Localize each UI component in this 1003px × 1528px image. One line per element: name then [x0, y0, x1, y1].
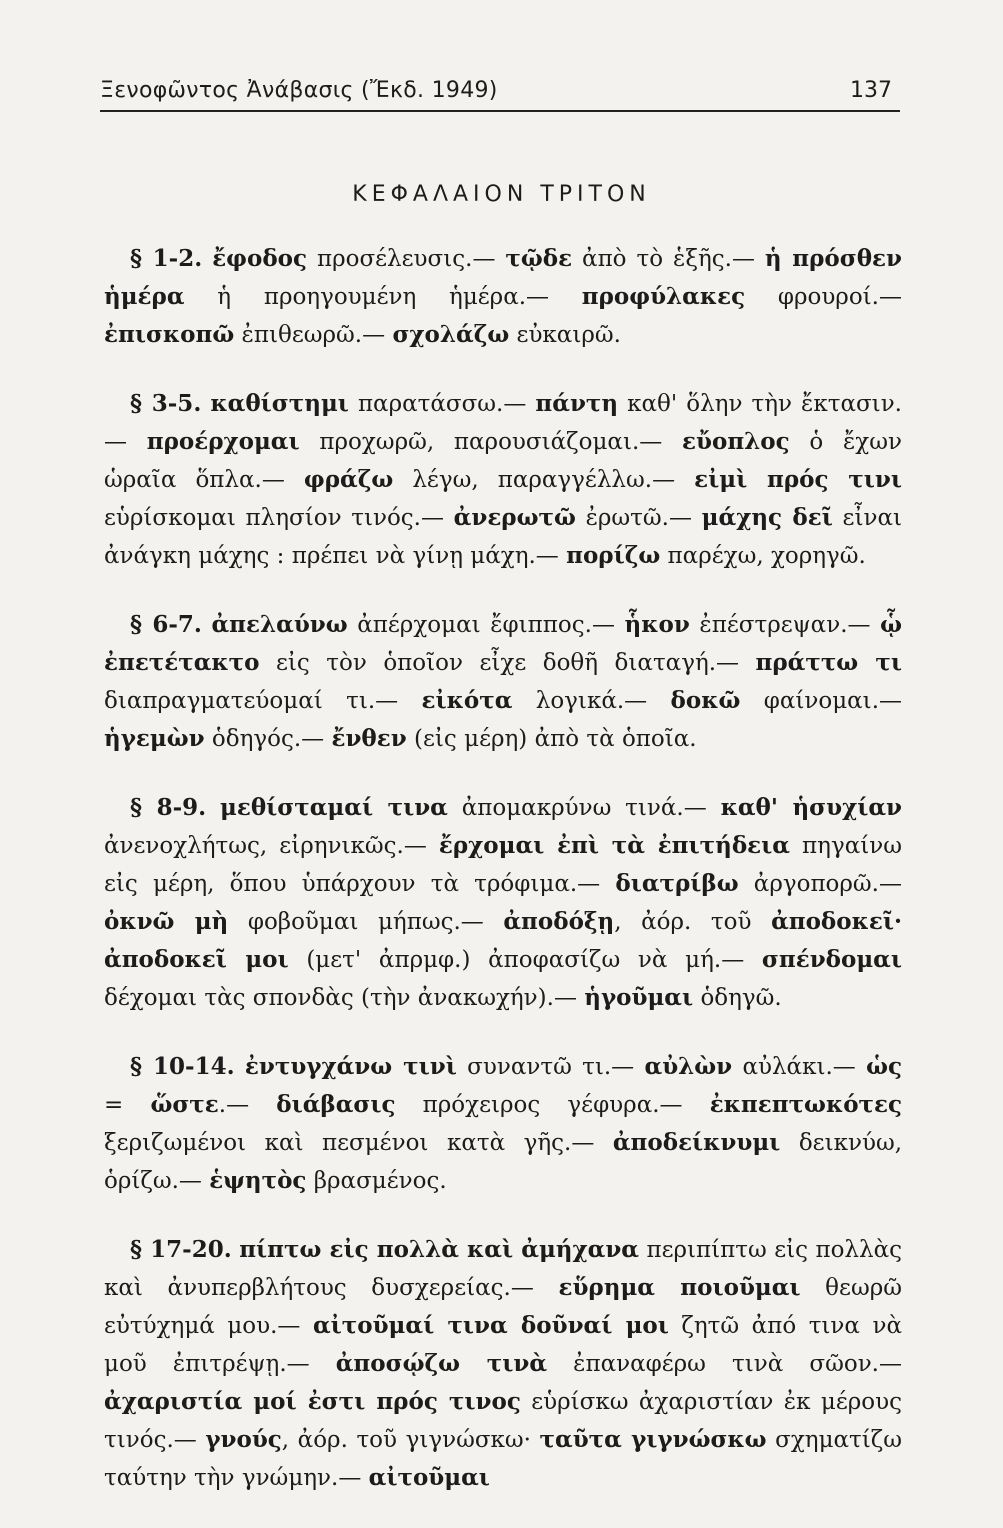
glossary-section: [104, 606, 902, 758]
glossary-definition: , ἀόρ. τοῦ γιγνώσκω·: [281, 1427, 540, 1453]
glossary-definition: , ἀόρ. τοῦ: [614, 909, 772, 935]
glossary-term: σπένδομαι: [761, 946, 902, 973]
glossary-term: προφύλακες: [581, 283, 746, 310]
glossary-term: ἀποδοκεῖ· ἀποδοκεῖ μοι: [104, 908, 902, 973]
section-reference: § 10-14.: [130, 1053, 235, 1080]
glossary-term: ἔρχομαι ἐπὶ τὰ ἐπιτήδεια: [438, 832, 790, 859]
glossary-term: αἰτοῦμαί τινα δοῦναί μοι: [312, 1312, 669, 1339]
glossary-definition: λέγω, παραγγέλλω.—: [393, 467, 695, 493]
glossary-term: εὕρημα ποιοῦμαι: [558, 1274, 801, 1301]
glossary-definition: ὁ ἔχων ὡραῖα ὅπλα.—: [104, 429, 902, 493]
page-number: 137: [850, 78, 892, 103]
glossary-term: ᾧ ἐπετέτακτο: [104, 611, 902, 676]
glossary-term: ἐντυγχάνω τινὶ: [244, 1053, 457, 1080]
glossary-definition: =: [104, 1092, 151, 1118]
glossary-term: διατρίβω: [615, 870, 739, 897]
glossary-term: ἐπισκοπῶ: [104, 321, 235, 348]
glossary-term: ἑψητὸς: [209, 1167, 307, 1194]
glossary-definition: ὁδηγός.—: [204, 726, 332, 752]
glossary-definition: .—: [218, 1092, 277, 1118]
glossary-definition: ἐπιθεωρῶ.—: [234, 322, 393, 348]
section-reference: § 6-7.: [130, 611, 202, 638]
glossary-term: ἀποσῴζω τινὰ: [335, 1350, 548, 1377]
glossary-definition: (εἰς μέρη) ἀπὸ τὰ ὁποῖα.: [406, 726, 697, 752]
glossary-section: [104, 789, 902, 1017]
glossary-term: ταῦτα γιγνώσκω: [539, 1426, 767, 1453]
glossary-term: καθίστημι: [210, 390, 349, 417]
glossary-definition: παρατάσσω.—: [348, 391, 536, 417]
glossary-term: ἡγεμὼν: [104, 725, 205, 752]
glossary-definition: λογικά.—: [512, 688, 671, 714]
glossary-definition: προσέλευσις.—: [307, 246, 506, 272]
glossary-definition: πηγαίνω εἰς μέρη, ὅπου ὑπάρχουν τὰ τρόφιμα.—: [104, 833, 902, 897]
running-title: Ξενοφῶντος Ἀνάβασις (Ἔκδ. 1949): [100, 78, 498, 103]
glossary-term: ὡς: [866, 1053, 902, 1080]
glossary-term: ἔνθεν: [331, 725, 407, 752]
glossary-definition: εἰς τὸν ὁποῖον εἶχε δοθῆ διαταγή.—: [259, 650, 756, 676]
glossary-definition: πρόχειρος γέφυρα.—: [395, 1092, 710, 1118]
glossary-term: φράζω: [303, 466, 394, 493]
glossary-term: ἧκον: [624, 611, 690, 638]
glossary-definition: ἐπέστρεψαν.—: [689, 612, 881, 638]
glossary-term: αὐλὼν: [644, 1053, 733, 1080]
glossary-term: αἰτοῦμαι: [368, 1464, 490, 1491]
section-reference: § 1-2.: [130, 245, 203, 272]
glossary-definition: [202, 246, 212, 272]
glossary-section: [104, 1231, 902, 1497]
glossary-term: ἀχαριστία μοί ἐστι πρός τινος: [104, 1388, 521, 1415]
glossary-definition: προχωρῶ, παρουσιάζομαι.—: [299, 429, 683, 455]
glossary-definition: [206, 795, 220, 821]
glossary-definition: ὁδηγῶ.: [693, 985, 782, 1011]
glossary-definition: καθ' ὅλην τὴν ἔκτασιν.—: [104, 391, 902, 455]
glossary-definition: σχηματίζω ταύτην τὴν γνώμην.—: [104, 1427, 903, 1491]
glossary-term: εὔοπλος: [682, 428, 790, 455]
glossary-term: καθ' ἡσυχίαν: [720, 794, 903, 821]
glossary-term: ἀποδείκνυμι: [612, 1129, 781, 1156]
glossary-section: [104, 240, 902, 354]
glossary-definition: ζητῶ ἀπό τινα νὰ μοῦ ἐπιτρέψῃ.—: [104, 1313, 902, 1377]
glossary-term: ὥστε: [150, 1091, 219, 1118]
glossary-definition: θεωρῶ εὐτύχημά μου.—: [104, 1275, 902, 1339]
glossary-body: [104, 240, 902, 1528]
running-header: [100, 74, 900, 112]
glossary-definition: φοβοῦμαι μήπως.—: [228, 909, 504, 935]
glossary-definition: ἀπὸ τὸ ἑξῆς.—: [572, 246, 765, 272]
glossary-term: ἡ πρόσθεν ἡμέρα: [104, 245, 902, 310]
glossary-term: ἀνερωτῶ: [453, 504, 576, 531]
glossary-definition: φρουροί.—: [745, 284, 902, 310]
glossary-definition: (μετ' ἀπρμφ.) ἀποφασίζω νὰ μή.—: [288, 947, 762, 973]
glossary-definition: περιπίπτω εἰς πολλὰς καὶ ἀνυπερβλήτους δυσχερείας.—: [104, 1237, 902, 1301]
glossary-term: μεθίσταμαί τινα: [220, 794, 448, 821]
glossary-section: [104, 1048, 902, 1200]
glossary-definition: διαπραγματεύομαί τι.—: [104, 688, 422, 714]
glossary-term: πάντη: [535, 390, 619, 417]
glossary-term: διάβασις: [276, 1091, 396, 1118]
glossary-term: τῷδε: [505, 245, 573, 272]
glossary-definition: ἐρωτῶ.—: [575, 505, 702, 531]
glossary-term: ἀποδόξῃ: [503, 908, 615, 935]
glossary-definition: εὑρίσκω ἀχαριστίαν ἐκ μέρους τινός.—: [104, 1389, 902, 1453]
glossary-definition: δεικνύω, ὁρίζω.—: [104, 1130, 903, 1194]
glossary-term: πορίζω: [566, 542, 661, 569]
glossary-definition: εἶναι ἀνάγκη μάχης : πρέπει νὰ γίνῃ μάχη.—: [104, 505, 903, 569]
glossary-definition: ἀνενοχλήτως, εἰρηνικῶς.—: [104, 833, 439, 859]
glossary-term: προέρχομαι: [146, 428, 300, 455]
glossary-term: πίπτω εἰς πολλὰ καὶ ἀμήχανα: [239, 1236, 639, 1263]
glossary-definition: εὐκαιρῶ.: [509, 322, 621, 348]
glossary-definition: ξεριζωμένοι καὶ πεσμένοι κατὰ γῆς.—: [104, 1130, 613, 1156]
glossary-section: [104, 385, 902, 575]
section-reference: § 3-5.: [130, 390, 202, 417]
glossary-term: εἰκότα: [421, 687, 513, 714]
glossary-definition: φαίνομαι.—: [740, 688, 903, 714]
glossary-definition: αὐλάκι.—: [732, 1054, 867, 1080]
glossary-definition: ἀργοπορῶ.—: [738, 871, 902, 897]
glossary-term: ἀπελαύνω: [211, 611, 348, 638]
glossary-term: μάχης δεῖ: [701, 504, 833, 531]
chapter-title: ΚΕΦΑΛΑΙΟΝ ΤΡΙΤΟΝ: [352, 182, 651, 207]
glossary-term: δοκῶ: [670, 687, 741, 714]
glossary-definition: παρέχω, χορηγῶ.: [660, 543, 866, 569]
section-reference: § 17-20.: [130, 1236, 232, 1263]
glossary-definition: δέχομαι τὰς σπονδὰς (τὴν ἀνακωχήν).—: [104, 985, 585, 1011]
glossary-term: ἐκπεπτωκότες: [709, 1091, 902, 1118]
glossary-term: εἰμὶ πρός τινι: [694, 466, 902, 493]
glossary-definition: εὑρίσκομαι πλησίον τινός.—: [104, 505, 454, 531]
glossary-term: γνούς: [205, 1426, 282, 1453]
glossary-term: ἔφοδος: [212, 245, 308, 272]
glossary-definition: συναντῶ τι.—: [456, 1054, 645, 1080]
glossary-term: πράττω τι: [755, 649, 902, 676]
glossary-definition: ἐπαναφέρω τινὰ σῶον.—: [547, 1351, 902, 1377]
glossary-definition: [235, 1054, 245, 1080]
glossary-term: ὀκνῶ μὴ: [104, 908, 229, 935]
glossary-term: ἡγοῦμαι: [584, 984, 694, 1011]
glossary-definition: βρασμένος.: [306, 1168, 447, 1194]
glossary-definition: ἡ προηγουμένη ἡμέρα.—: [184, 284, 582, 310]
glossary-definition: ἀπομακρύνω τινά.—: [447, 795, 721, 821]
section-reference: § 8-9.: [130, 794, 207, 821]
glossary-term: σχολάζω: [392, 321, 510, 348]
glossary-definition: ἀπέρχομαι ἔφιππος.—: [347, 612, 625, 638]
